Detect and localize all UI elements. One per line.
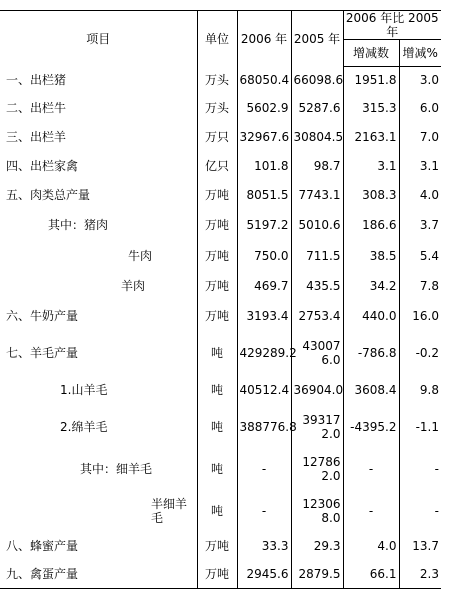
- header-change-pct: 增减%: [399, 40, 441, 67]
- row-change: 66.1: [343, 561, 399, 589]
- row-2005: 98.7: [291, 152, 343, 181]
- row-unit: 万吨: [197, 210, 237, 240]
- row-2005: 123068.0: [291, 490, 343, 532]
- table-row: [0, 181, 441, 210]
- row-item: 六、牛奶产量: [6, 309, 79, 323]
- row-percent: 7.0: [399, 123, 441, 152]
- row-2006: 8051.5: [237, 181, 291, 210]
- row-change: -: [343, 490, 399, 532]
- row-2005: 127862.0: [291, 448, 343, 490]
- row-item: 四、出栏家禽: [6, 159, 79, 173]
- row-change: 308.3: [343, 181, 399, 210]
- row-unit: 吨: [197, 448, 237, 490]
- row-change: 38.5: [343, 240, 399, 272]
- header-2005: 2005 年: [291, 11, 343, 67]
- row-percent: 2.3: [399, 561, 441, 589]
- row-unit: 万吨: [197, 240, 237, 272]
- row-unit: 吨: [197, 374, 237, 406]
- table-row: [0, 123, 441, 152]
- row-2005: 36904.0: [291, 374, 343, 406]
- row-item: 其中：猪肉: [48, 217, 109, 232]
- row-2006: 101.8: [237, 152, 291, 181]
- table-row: [0, 272, 441, 301]
- row-2005: 2879.5: [291, 561, 343, 589]
- row-change: 4.0: [343, 532, 399, 561]
- row-unit: 吨: [197, 490, 237, 532]
- row-percent: -: [399, 448, 441, 490]
- row-percent: 3.7: [399, 210, 441, 240]
- table-row: [0, 332, 441, 374]
- row-2006: 33.3: [237, 532, 291, 561]
- row-percent: -1.1: [399, 406, 441, 448]
- row-percent: -: [399, 490, 441, 532]
- row-percent: 5.4: [399, 240, 441, 272]
- row-2005: 430076.0: [291, 332, 343, 374]
- row-item: 二、出栏牛: [6, 101, 67, 115]
- table-row: [0, 210, 441, 240]
- row-unit: 万只: [197, 123, 237, 152]
- row-percent: 16.0: [399, 301, 441, 332]
- row-2006: -: [237, 448, 291, 490]
- row-2006: 388776.8: [237, 406, 291, 448]
- row-unit: 万吨: [197, 561, 237, 589]
- row-change: -: [343, 448, 399, 490]
- row-2005: 5010.6: [291, 210, 343, 240]
- table-row: [0, 240, 441, 272]
- row-2006: 40512.4: [237, 374, 291, 406]
- row-2006: 5197.2: [237, 210, 291, 240]
- header-item: 项目: [0, 11, 197, 67]
- table-row: [0, 152, 441, 181]
- row-2005: 30804.5: [291, 123, 343, 152]
- table-row: [0, 374, 441, 406]
- row-2005: 711.5: [291, 240, 343, 272]
- row-item: 2.绵羊毛: [60, 419, 108, 434]
- row-percent: 13.7: [399, 532, 441, 561]
- row-percent: -0.2: [399, 332, 441, 374]
- row-2006: 32967.6: [237, 123, 291, 152]
- header-change-abs: 增减数: [343, 40, 399, 67]
- row-percent: 4.0: [399, 181, 441, 210]
- row-unit: 吨: [197, 406, 237, 448]
- row-2006: 750.0: [237, 240, 291, 272]
- row-2005: 2753.4: [291, 301, 343, 332]
- row-unit: 亿只: [197, 152, 237, 181]
- row-percent: 9.8: [399, 374, 441, 406]
- row-2006: 2945.6: [237, 561, 291, 589]
- row-2006: 5602.9: [237, 94, 291, 123]
- row-2005: 29.3: [291, 532, 343, 561]
- row-change: 315.3: [343, 94, 399, 123]
- table-row: [0, 67, 441, 94]
- row-unit: 万头: [197, 94, 237, 123]
- row-unit: 万吨: [197, 301, 237, 332]
- table-row: [0, 406, 441, 448]
- row-item: 七、羊毛产量: [6, 345, 79, 360]
- table-row: [0, 94, 441, 123]
- row-change: -786.8: [343, 332, 399, 374]
- row-unit: 吨: [197, 332, 237, 374]
- row-item: 牛肉: [128, 248, 153, 263]
- row-2006: -: [237, 490, 291, 532]
- row-unit: 万吨: [197, 272, 237, 301]
- row-unit: 万吨: [197, 181, 237, 210]
- row-change: 186.6: [343, 210, 399, 240]
- row-change: 2163.1: [343, 123, 399, 152]
- row-percent: 7.8: [399, 272, 441, 301]
- row-2005: 435.5: [291, 272, 343, 301]
- table-row: [0, 448, 441, 490]
- row-unit: 万头: [197, 67, 237, 94]
- row-2005: 393172.0: [291, 406, 343, 448]
- row-2006: 3193.4: [237, 301, 291, 332]
- row-change: -4395.2: [343, 406, 399, 448]
- header-compare: 2006 年比 2005 年: [343, 11, 441, 40]
- row-item: 八、蜂蜜产量: [6, 539, 79, 553]
- row-percent: 3.0: [399, 67, 441, 94]
- row-change: 1951.8: [343, 67, 399, 94]
- row-2006: 429289.2: [237, 332, 291, 374]
- row-2006: 68050.4: [237, 67, 291, 94]
- row-change: 3608.4: [343, 374, 399, 406]
- header-row-1: [0, 11, 441, 40]
- table-row: [0, 532, 441, 561]
- row-change: 3.1: [343, 152, 399, 181]
- row-2005: 7743.1: [291, 181, 343, 210]
- row-item: 半细羊毛: [151, 496, 188, 525]
- row-2005: 5287.6: [291, 94, 343, 123]
- row-2005: 66098.6: [291, 67, 343, 94]
- row-change: 440.0: [343, 301, 399, 332]
- row-2006: 469.7: [237, 272, 291, 301]
- row-percent: 3.1: [399, 152, 441, 181]
- row-item: 三、出栏羊: [6, 130, 67, 144]
- row-item: 其中：细羊毛: [80, 461, 153, 476]
- table-row: [0, 490, 441, 532]
- row-change: 34.2: [343, 272, 399, 301]
- row-item: 九、禽蛋产量: [0, 561, 197, 589]
- table-row: [0, 561, 441, 589]
- row-item: 1.山羊毛: [60, 382, 108, 397]
- row-item: 羊肉: [121, 279, 146, 293]
- table-row: [0, 301, 441, 332]
- header-unit: 单位: [197, 11, 237, 67]
- row-item: 五、肉类总产量: [6, 188, 91, 202]
- row-unit: 万吨: [197, 532, 237, 561]
- livestock-statistics-table: [0, 10, 441, 589]
- header-2006: 2006 年: [237, 11, 291, 67]
- row-item: 一、出栏猪: [6, 73, 67, 87]
- row-percent: 6.0: [399, 94, 441, 123]
